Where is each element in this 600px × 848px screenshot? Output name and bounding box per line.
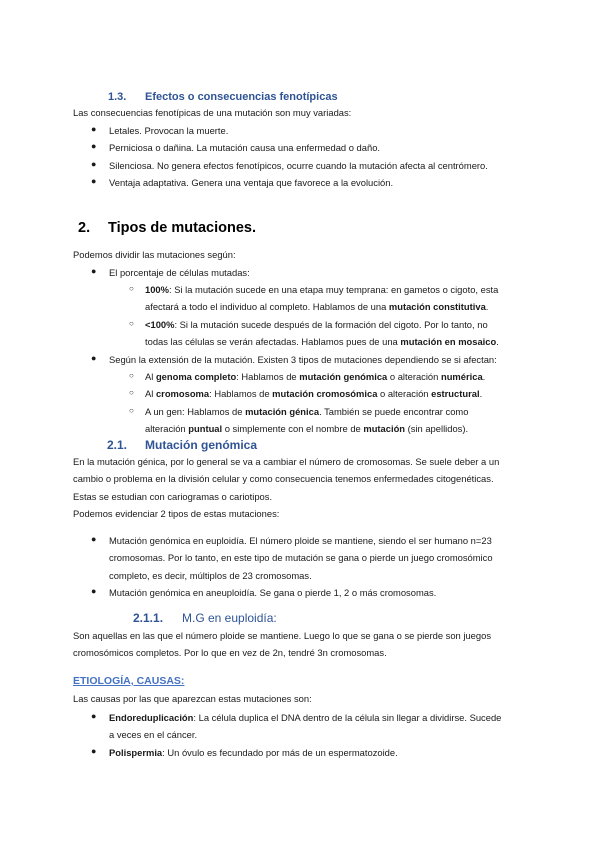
section-title: M.G en euploidía:	[182, 611, 277, 625]
paragraph: Las causas por las que aparezcan estas mutaciones son:	[73, 693, 312, 704]
list-item: Endoreduplicación: La célula duplica el DNA dentro de la célula sin llegar a dividirse. Sucede	[109, 712, 502, 723]
list-item: Ventaja adaptativa. Genera una ventaja que favorece a la evolución.	[109, 177, 394, 188]
bullet-icon: ●	[91, 141, 97, 151]
circle-bullet-icon: ○	[129, 284, 134, 293]
list-item: El porcentaje de células mutadas:	[109, 267, 250, 278]
circle-bullet-icon: ○	[129, 319, 134, 328]
bullet-icon: ●	[91, 124, 97, 134]
section-1-3-heading	[108, 91, 338, 103]
bullet-icon: ●	[91, 176, 97, 186]
list-item: Mutación genómica en euploidía. El número ploide se mantiene, siendo el ser humano n=23	[109, 535, 492, 546]
sub-list-item: 100%: Si la mutación sucede en una etapa muy temprana: en gametos o cigoto, esta	[145, 284, 499, 295]
circle-bullet-icon: ○	[129, 371, 134, 380]
circle-bullet-icon: ○	[129, 388, 134, 397]
section-number: 2.1.	[107, 438, 128, 452]
paragraph: En la mutación génica, por lo general se va a cambiar el número de cromosomas. Se suele deber a un	[73, 456, 500, 467]
paragraph: Estas se estudian con cariogramas o cariotipos.	[73, 491, 273, 502]
paragraph: Podemos dividir las mutaciones según:	[73, 249, 236, 260]
paragraph: cambio o problema en la división celular y como consecuencia tenemos enfermedades citogenéticas.	[73, 473, 494, 484]
sub-list-item-cont: alteración puntual o simplemente con el nombre de mutación (sin apellidos).	[145, 423, 469, 434]
bullet-icon: ●	[91, 266, 97, 276]
section-number: 1.3.	[108, 91, 127, 103]
circle-bullet-icon: ○	[129, 406, 134, 415]
etiology-heading: ETIOLOGÍA, CAUSAS:	[73, 675, 185, 687]
sub-list-item: <100%: Si la mutación sucede después de la formación del cigoto. Por lo tanto, no	[145, 319, 488, 330]
section-number: 2.	[78, 220, 91, 236]
sub-list-item: A un gen: Hablamos de mutación génica. También se puede encontrar como	[145, 406, 469, 417]
sub-list-item-cont: todas las células se verán afectadas. Hablamos pues de una mutación en mosaico.	[145, 336, 499, 347]
list-item: Silenciosa. No genera efectos fenotípicos, ocurre cuando la mutación afecta al centrómero.	[109, 160, 488, 171]
list-item-cont: cromosomas. Por lo tanto, en este tipo de mutación se gana o pierde un juego cromosómico	[109, 552, 493, 563]
sub-list-item-cont: afectará a todo el individuo al completo. Hablamos de una mutación constitutiva.	[145, 301, 489, 312]
section-2-1-heading	[107, 438, 257, 452]
list-item: Mutación genómica en aneuploidía. Se gana o pierde 1, 2 o más cromosomas.	[109, 587, 437, 598]
section-title: Tipos de mutaciones.	[108, 220, 256, 236]
sub-list-item: Al cromosoma: Hablamos de mutación cromosómica o alteración estructural.	[145, 388, 483, 399]
list-item: Letales. Provocan la muerte.	[109, 125, 229, 136]
list-item: Según la extensión de la mutación. Existen 3 tipos de mutaciones dependiendo se si afectan:	[109, 354, 497, 365]
section-title: Mutación genómica	[145, 438, 258, 452]
section-title: Efectos o consecuencias fenotípicas	[145, 91, 338, 103]
list-item: Perniciosa o dañina. La mutación causa una enfermedad o daño.	[109, 142, 381, 153]
bullet-icon: ●	[91, 159, 97, 169]
bullet-icon: ●	[91, 586, 97, 596]
paragraph: Podemos evidenciar 2 tipos de estas mutaciones:	[73, 508, 280, 519]
paragraph: cromosómicos completos. Por lo que en vez de 2n, tendré 3n cromosomas.	[73, 647, 387, 658]
bullet-icon: ●	[91, 353, 97, 363]
section-2-heading	[78, 220, 256, 236]
paragraph: Las consecuencias fenotípicas de una mutación son muy variadas:	[73, 107, 352, 118]
section-2-1-1-heading	[133, 611, 277, 625]
list-item-cont: completo, es decir, múltiplos de 23 cromosomas.	[109, 570, 312, 581]
sub-list-item: Al genoma completo: Hablamos de mutación genómica o alteración numérica.	[145, 371, 486, 382]
bullet-icon: ●	[91, 746, 97, 756]
paragraph: Son aquellas en las que el número ploide se mantiene. Luego lo que se gana o se pierde son juegos	[73, 630, 492, 641]
list-item: Polispermia: Un óvulo es fecundado por más de un espermatozoide.	[109, 747, 398, 758]
bullet-icon: ●	[91, 711, 97, 721]
list-item-cont: a veces en el cáncer.	[109, 729, 198, 740]
bullet-icon: ●	[91, 534, 97, 544]
section-number: 2.1.1.	[133, 611, 164, 625]
